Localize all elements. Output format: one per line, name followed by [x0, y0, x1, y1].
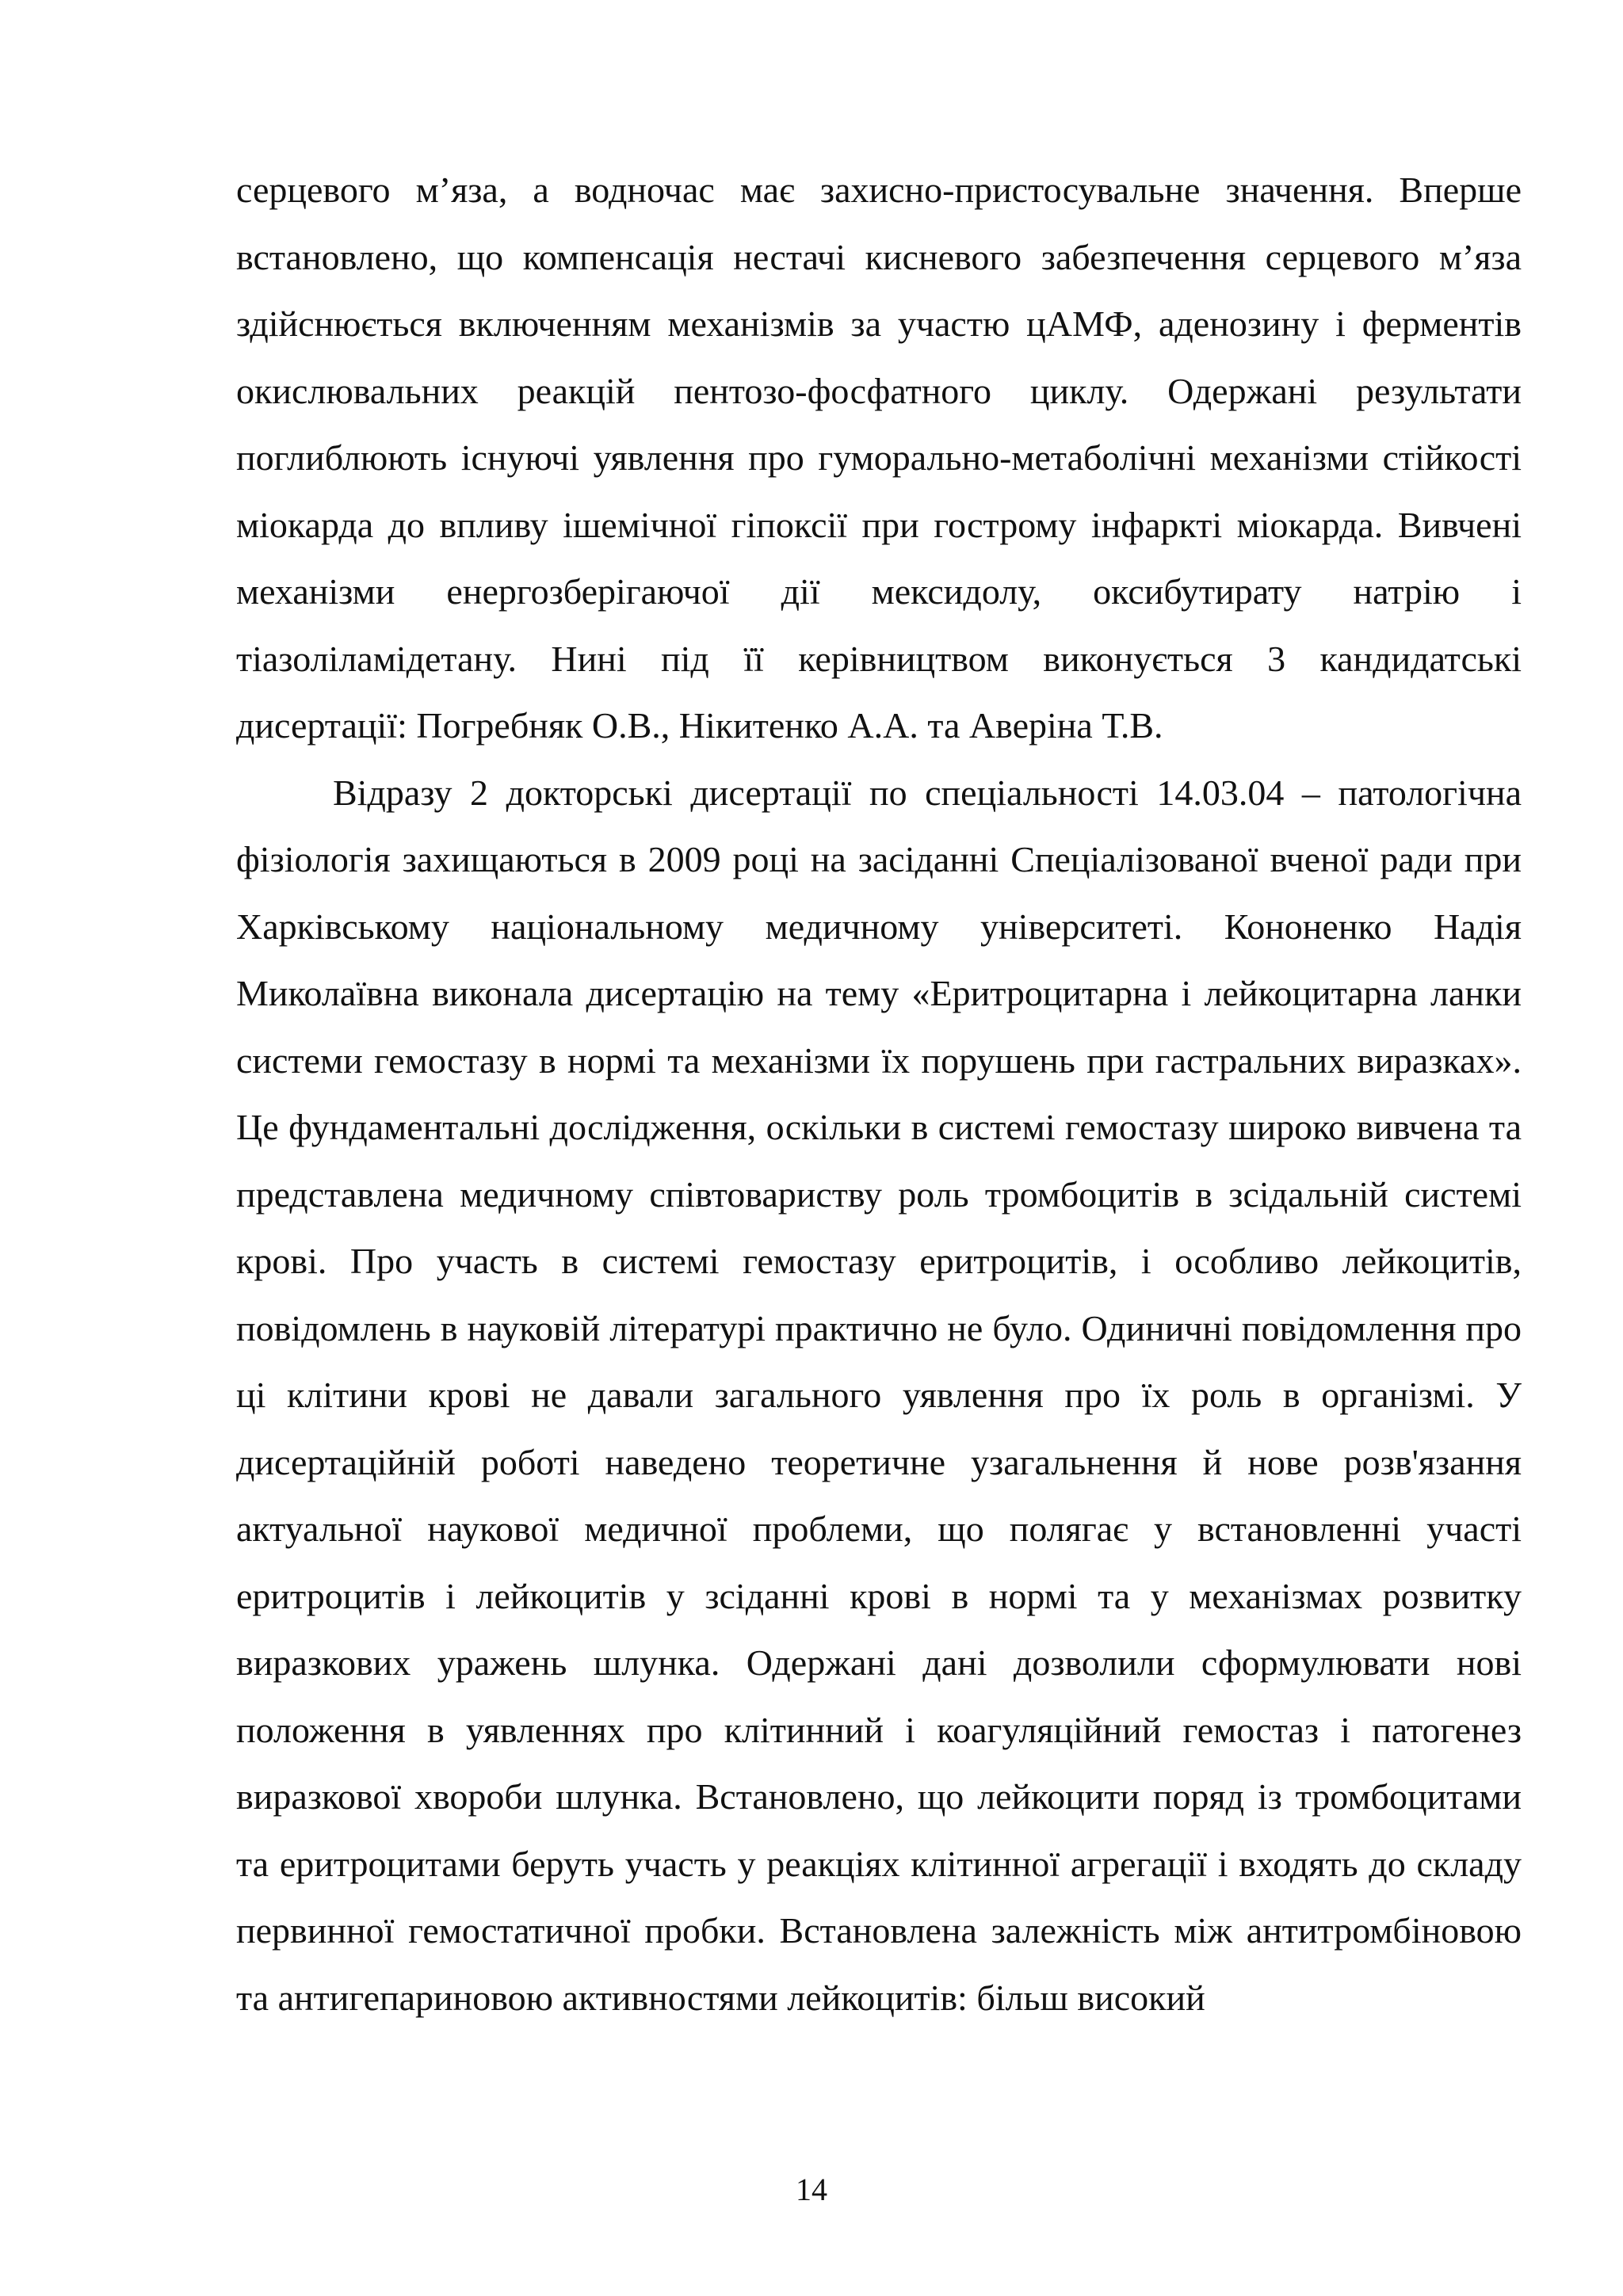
- body-text: [236, 157, 1522, 2031]
- paragraph-continuation: серцевого м’яза, а водночас має захисно-пристосувальне значення. Вперше встановлено, що компенсація нестачі кисневого забезпечення серцевого м’яза здійснюється включенням механізмів за участю цАМФ, аденозину і ферментів окислювальних реакцій пентозо-фосфатного циклу. Одержані результати поглиблюють існуючі уявлення про гуморально-метаболічні механізми стійкості міокарда до впливу ішемічної гіпоксії при гострому інфаркті міокарда. Вивчені механізми енергозберігаючої дії мексидолу, оксибутирату натрію і тіазоліламідетану. Нині під її керівництвом виконується 3 кандидатські дисертації: Погребняк О.В., Нікитенко А.А. та Аверіна Т.В.: [236, 170, 1522, 746]
- paragraph-dissertations: Відразу 2 докторські дисертації по спеціальності 14.03.04 – патологічна фізіологія захищаються в 2009 році на засіданні Спеціалізованої вченої ради при Харківському національному медичному університеті. Кононенко Надія Миколаївна виконала дисертацію на тему «Еритроцитарна і лейкоцитарна ланки системи гемостазу в нормі та механізми їх порушень при гастральних виразках». Це фундаментальні дослідження, оскільки в системі гемостазу широко вивчена та представлена медичному співтовариству роль тромбоцитів в зсідальній системі крові. Про участь в системі гемостазу еритроцитів, і особливо лейкоцитів, повідомлень в науковій літературі практично не було. Одиничні повідомлення про ці клітини крові не давали загального уявлення про їх роль в організмі. У дисертаційній роботі наведено теоретичне узагальнення й нове розв'язання актуальної наукової медичної проблеми, що полягає у встановленні участі еритроцитів і лейкоцитів у зсіданні крові в нормі та у механізмах розвитку виразкових уражень шлунка. Одержані дані дозволили сформулювати нові положення в уявленнях про клітинний і коагуляційний гемостаз і патогенез виразкової хвороби шлунка. Встановлено, що лейкоцити поряд із тромбоцитами та еритроцитами беруть участь у реакціях клітинної агрегації і входять до складу первинної гемостатичної пробки. Встановлена залежність між антитромбіновою та антигепариновою активностями лейкоцитів: більш високий: [236, 772, 1522, 2018]
- page-number: 14: [796, 2172, 827, 2207]
